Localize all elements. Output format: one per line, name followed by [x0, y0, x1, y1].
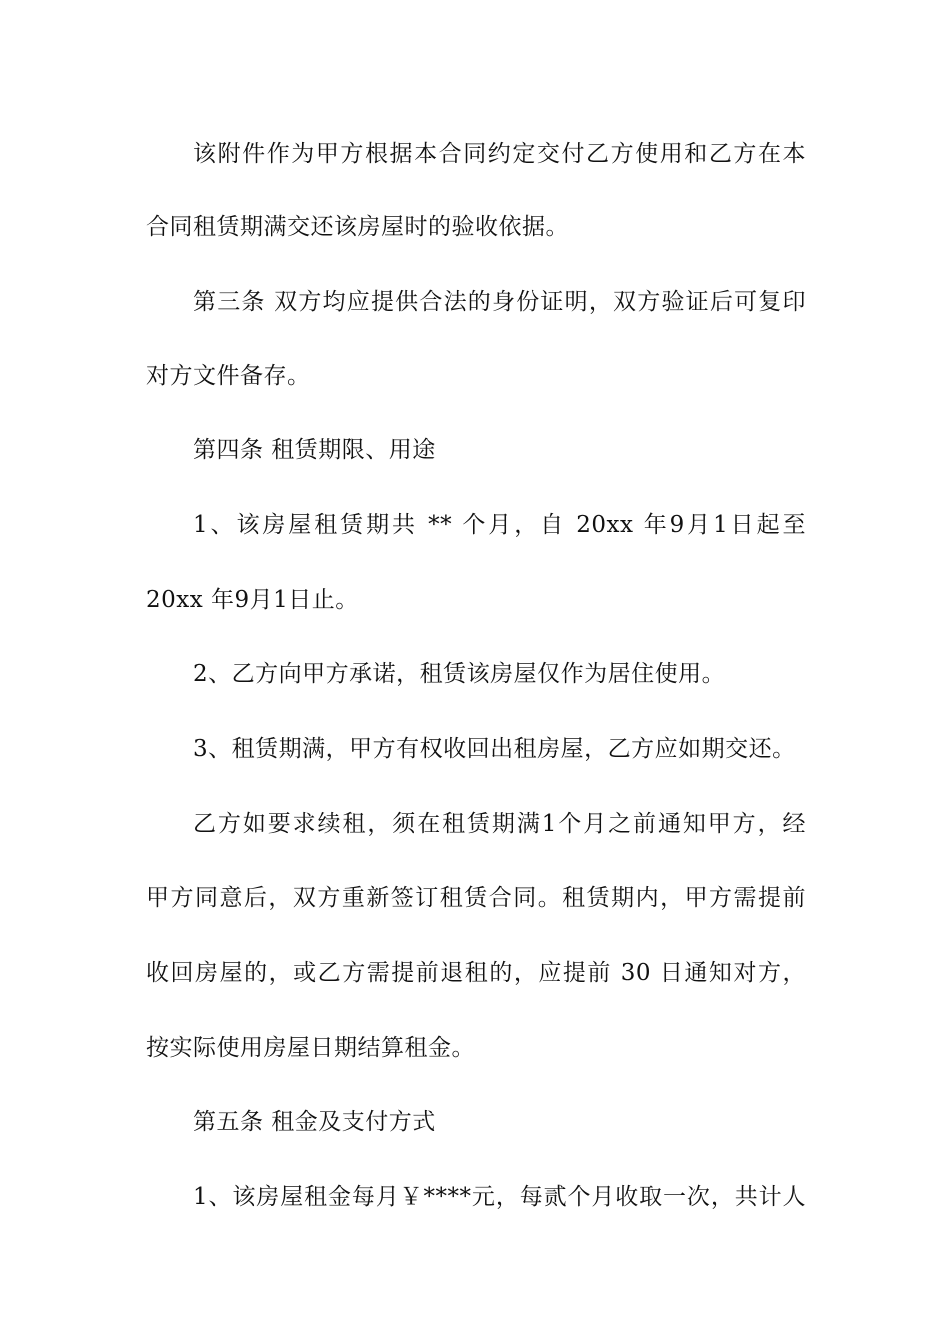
article-heading: 第四条 租赁期限、用途 [193, 437, 436, 463]
paragraph-line: 收回房屋的，或乙方需提前退租的，应提前 30 日通知对方， [146, 960, 806, 986]
clause-line: 1、该房屋租金每月￥****元，每贰个月收取一次，共计人 [193, 1184, 806, 1210]
clause-line: 3、租赁期满，甲方有权收回出租房屋，乙方应如期交还。 [193, 736, 796, 762]
article-heading-line: 第三条 双方均应提供合法的身份证明，双方验证后可复印 [193, 289, 806, 315]
article-heading: 第五条 租金及支付方式 [193, 1109, 436, 1135]
paragraph-line: 乙方如要求续租，须在租赁期满1个月之前通知甲方，经 [193, 811, 806, 837]
paragraph-line: 该附件作为甲方根据本合同约定交付乙方使用和乙方在本 [193, 141, 806, 167]
clause-line: 1、该房屋租赁期共 ** 个月，自 20xx 年9月1日起至 [193, 512, 806, 538]
paragraph-line: 按实际使用房屋日期结算租金。 [146, 1035, 475, 1061]
clause-line: 2、乙方向甲方承诺，租赁该房屋仅作为居住使用。 [193, 661, 726, 687]
paragraph-line: 合同租赁期满交还该房屋时的验收依据。 [146, 214, 569, 240]
paragraph-line: 对方文件备存。 [146, 363, 311, 389]
clause-line: 20xx 年9月1日止。 [146, 587, 359, 613]
paragraph-line: 甲方同意后，双方重新签订租赁合同。租赁期内，甲方需提前 [146, 885, 806, 911]
